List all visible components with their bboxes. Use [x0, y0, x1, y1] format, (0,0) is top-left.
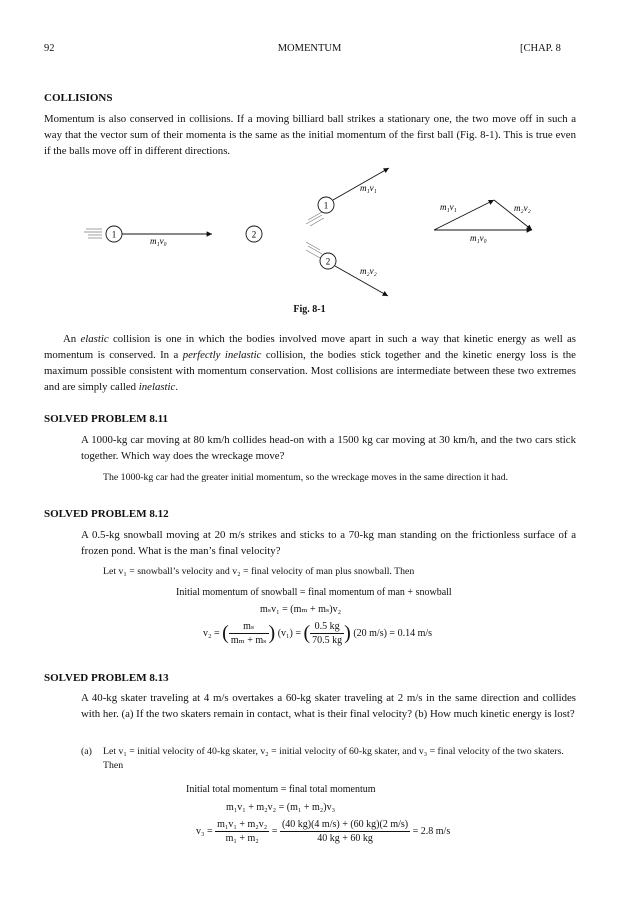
problem-8-11-text: A 1000-kg car moving at 80 km/h collides head-on with a 1500 kg car moving at 30 km/h, and the two cars stick together. Which way does the wreckage move? — [81, 434, 576, 462]
equation-8-13-1: Initial total momentum = final total momentum — [186, 784, 376, 795]
solution-8-13-part-a: Let v₁ = initial velocity of 40-kg skater, v₂ = initial velocity of 60-kg skater, and v₃ = final velocity of the two skaters. Then — [103, 746, 564, 771]
equation-8-13-2: m₁v₁ + m₂v₂ = (m₁ + m₂)v₃ — [226, 802, 336, 813]
equation-8-12-2: mₛv₁ = (mₘ + mₛ)v₂ — [260, 604, 342, 615]
problem-8-13-text: A 40-kg skater traveling at 4 m/s overtakes a 60-kg skater traveling at 2 m/s in the same direction and collides with her. (a) If the two skaters remain in contact, what is their final velocity? (b) How much kinetic energy is lost? — [81, 692, 576, 720]
collisions-heading: COLLISIONS — [44, 92, 113, 104]
chapter-reference: [CHAP. 8 — [520, 43, 561, 54]
equation-8-12-3: v₂ = ( $\frac{\text{mₛ}}{\text{mₘ + mₛ}}$ ) (v₁) = ( $\frac{0.5 kg}{70.5 kg}$ ) (20 m/s) = 0.14 m/s — [203, 621, 433, 646]
equation-8-12-1: Initial momentum of snowball = final momentum of man + snowball — [176, 587, 452, 598]
page-number: 92 — [44, 43, 55, 54]
solution-8-12-let: Let v₁ = snowball’s velocity and v₂ = final velocity of man plus snowball. Then — [103, 566, 415, 577]
collisions-intro: Momentum is also conserved in collisions. If a moving billiard ball strikes a stationary one, the two move off in such a way that the vector sum of their momenta is the same as the initial momentum of the first ball (Fig. 8-1). This is true even if the balls move off in different directions. — [44, 113, 576, 157]
ball-1-after-label: 1 — [323, 200, 329, 211]
motion-lines — [306, 212, 324, 226]
problem-8-12-text: A 0.5-kg snowball moving at 20 m/s strikes and sticks to a 70-kg man standing on the frictionless surface of a frozen pond. What is the man’s final velocity? — [81, 529, 576, 557]
ball-2-after-label: 2 — [325, 256, 331, 267]
solved-problem-8-11-heading: SOLVED PROBLEM 8.11 — [44, 413, 168, 425]
triangle-label-m1v0: m₁v₀ — [470, 233, 487, 243]
label-m1v1: m₁v₁ — [360, 183, 377, 193]
term-elastic: elastic — [80, 333, 109, 345]
ball-2-initial-label: 2 — [251, 229, 257, 240]
solved-problem-8-12-heading: SOLVED PROBLEM 8.12 — [44, 508, 169, 520]
solution-8-11-text: The 1000-kg car had the greater initial momentum, so the wreckage moves in the same direction it had. — [103, 472, 509, 483]
figure-8-1 — [44, 158, 576, 298]
label-m1v0: m₁v₀ — [150, 236, 167, 246]
triangle-label-m1v1: m₁v₁ — [440, 202, 457, 212]
term-inelastic: inelastic — [138, 381, 176, 393]
running-title: MOMENTUM — [277, 43, 342, 54]
figure-caption: Fig. 8-1 — [293, 304, 326, 315]
label-m2v2: m₂v₂ — [360, 266, 377, 276]
part-a-label: (a) — [81, 746, 92, 757]
solved-problem-8-13-heading: SOLVED PROBLEM 8.13 — [44, 672, 169, 684]
equation-8-13-3: v₃ = $\frac{\text{m₁v₁ + m₂v₂}}{\text{m₁ + m₂}}$ = $\frac{(40 kg)(4 m/s) + (60 kg)(2 m/s)}{40 kg + 60 kg}$ = 2.8 m/s — [196, 819, 451, 844]
collisions-types-paragraph: An elastic collision is one in which the bodies involved move apart in such a way that kinetic energy as well as momentum is conserved. In a perfectly inelastic collision, the bodies stick together and the kinetic energy loss is the maximum possible consistent with momentum conservation. Most collisions are intermediate between these two extremes and are simply called inelastic. — [44, 333, 576, 393]
term-perfectly-inelastic: perfectly inelastic — [182, 349, 262, 361]
ball-1-initial-label: 1 — [111, 229, 117, 240]
motion-lines — [84, 229, 102, 238]
triangle-label-m2v2: m₂v₂ — [514, 203, 531, 213]
motion-lines — [306, 242, 322, 258]
